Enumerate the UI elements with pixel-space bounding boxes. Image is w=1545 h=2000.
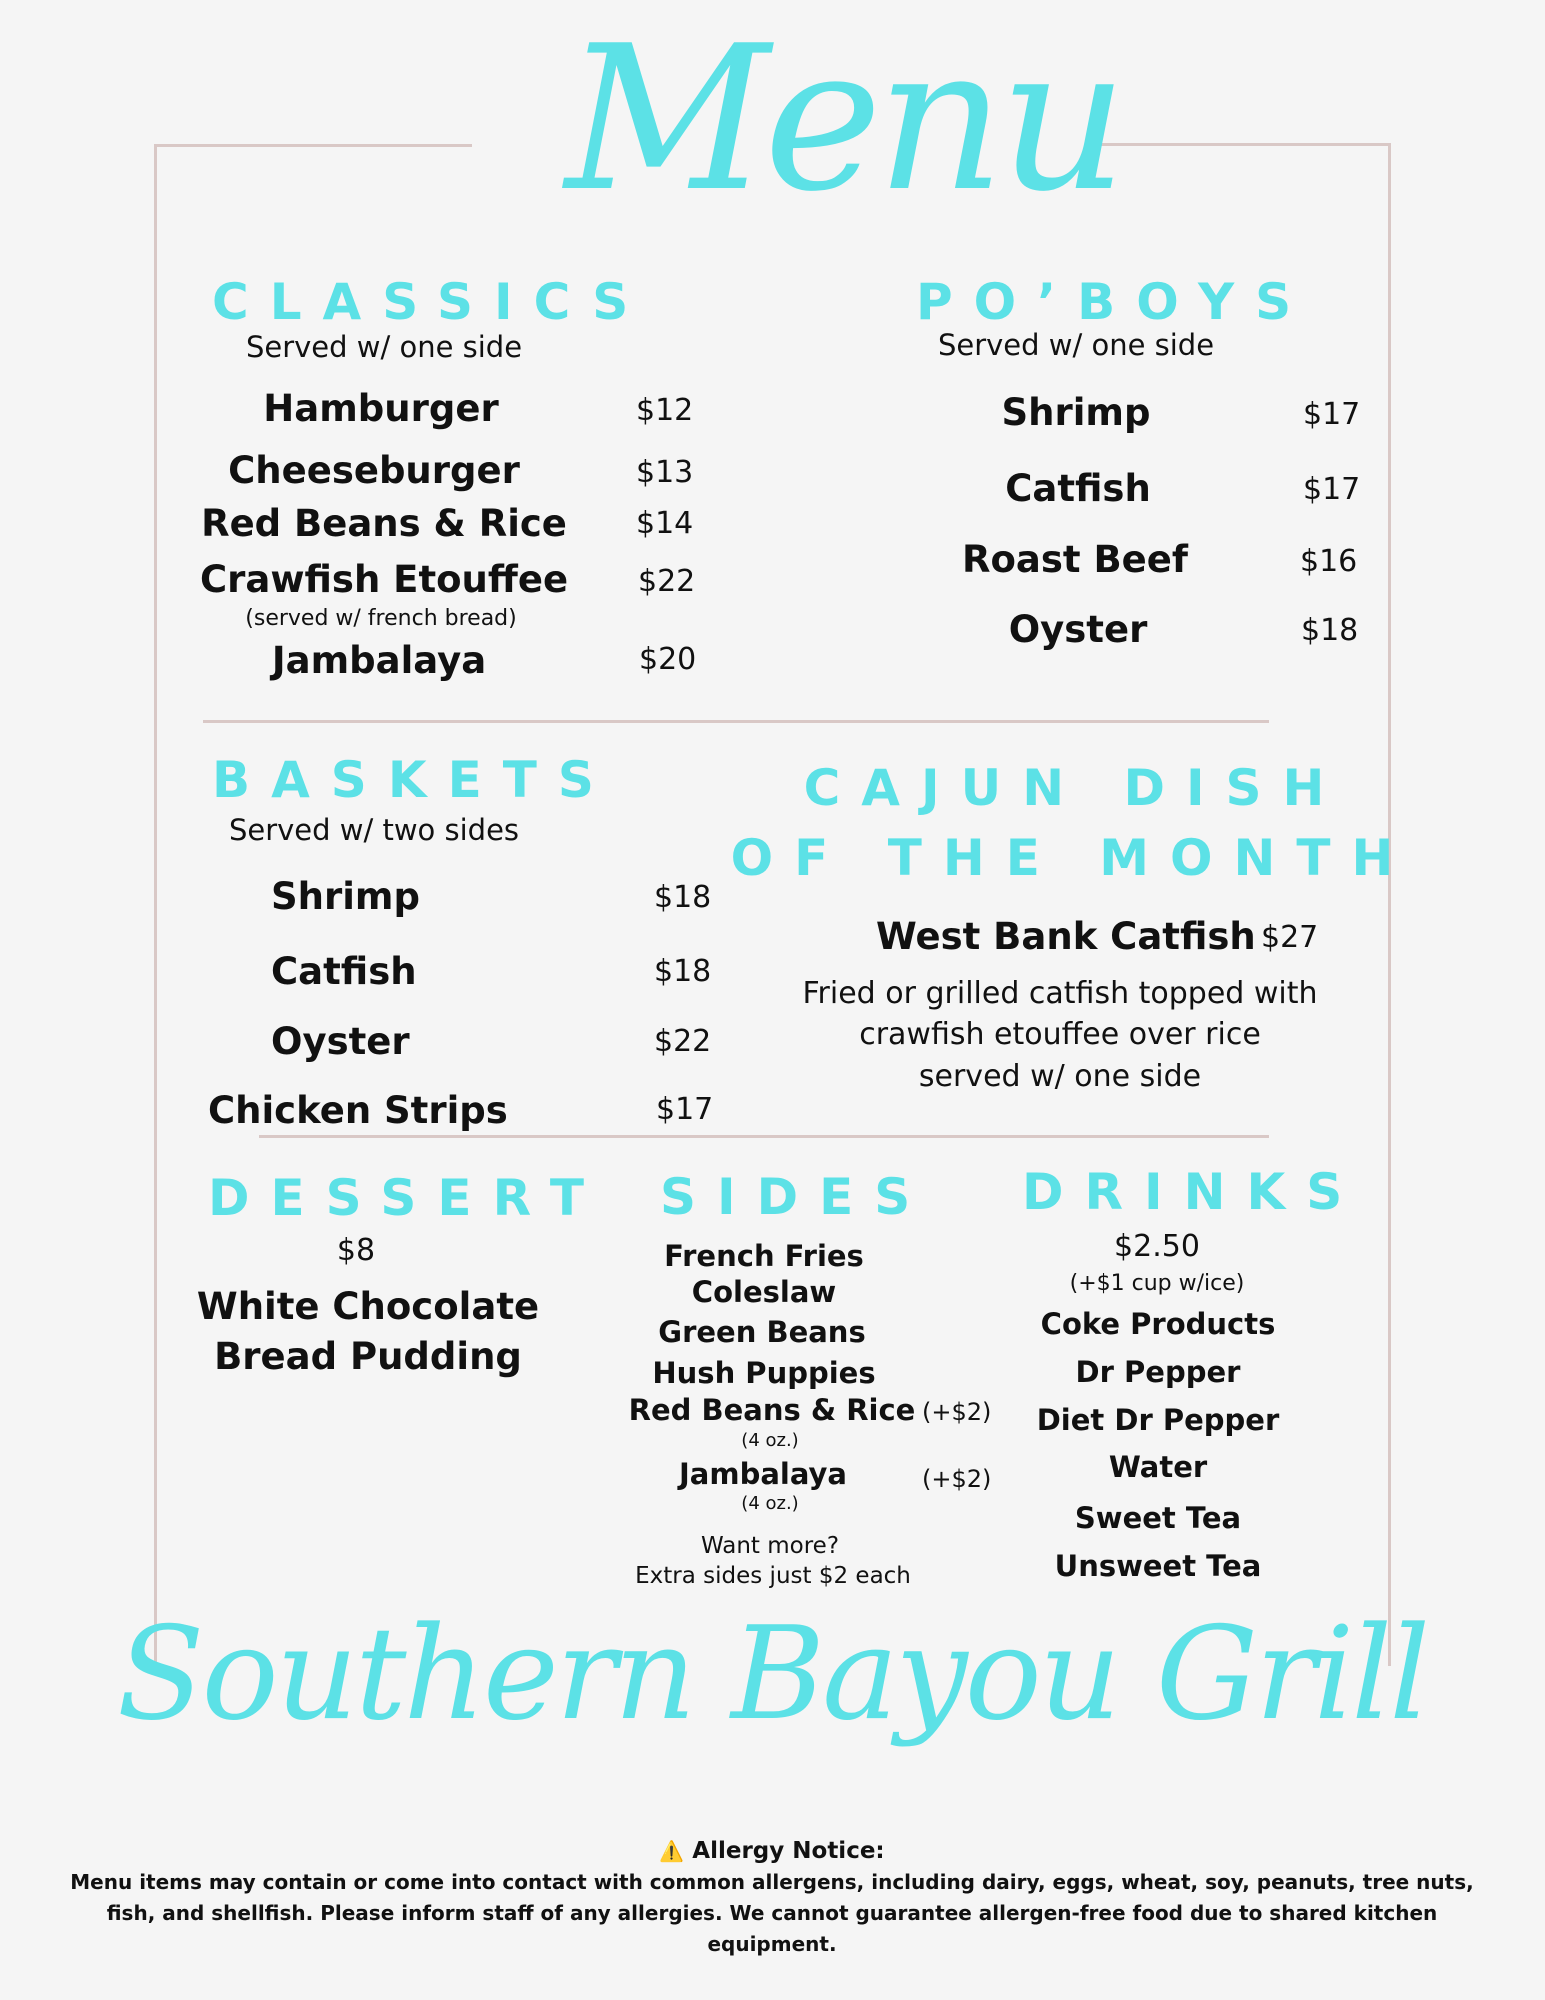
side-item: Hush Puppies bbox=[652, 1356, 876, 1390]
special-description: Fried or grilled catfish topped with bbox=[802, 976, 1318, 1011]
allergy-text: Menu items may contain or come into contact with common allergens, including dairy, eggs, wheat, soy, peanuts, tree nuts, bbox=[70, 1870, 1474, 1894]
poboys-item: Roast Beef bbox=[962, 538, 1188, 581]
menu-title: Menu bbox=[565, 3, 1122, 236]
classics-price: $14 bbox=[636, 506, 694, 541]
frame-top-right bbox=[1088, 143, 1391, 146]
side-upcharge: (+$2) bbox=[922, 1398, 992, 1426]
classics-price: $13 bbox=[636, 455, 694, 490]
dessert-price: $8 bbox=[336, 1233, 376, 1268]
drinks-ice-note: (+$1 cup w/ice) bbox=[1069, 1271, 1245, 1296]
side-item: Jambalaya bbox=[679, 1457, 847, 1491]
side-size-note: (4 oz.) bbox=[741, 1493, 799, 1514]
special-heading-line2: OF THE MONTH bbox=[730, 829, 1415, 887]
sides-heading: SIDES bbox=[660, 1168, 932, 1226]
classics-item: Hamburger bbox=[263, 387, 499, 430]
sides-more-text: Want more? bbox=[700, 1533, 840, 1559]
frame-top-left bbox=[154, 144, 472, 147]
classics-price: $22 bbox=[638, 564, 696, 599]
classics-item: Red Beans & Rice bbox=[201, 502, 567, 545]
drink-item: Dr Pepper bbox=[1075, 1355, 1241, 1389]
special-item-name: West Bank Catfish bbox=[876, 915, 1256, 958]
baskets-item: Oyster bbox=[271, 1020, 410, 1063]
baskets-item: Catfish bbox=[271, 950, 417, 993]
side-item: Red Beans & Rice bbox=[628, 1393, 916, 1427]
section-divider bbox=[259, 1135, 1269, 1138]
drink-item: Unsweet Tea bbox=[1054, 1549, 1262, 1583]
side-item: Green Beans bbox=[658, 1315, 866, 1349]
dessert-heading: DESSERT bbox=[208, 1169, 605, 1227]
classics-item: Cheeseburger bbox=[228, 449, 520, 492]
drink-item: Water bbox=[1108, 1450, 1208, 1484]
baskets-subtitle: Served w/ two sides bbox=[228, 813, 520, 847]
classics-subtitle: Served w/ one side bbox=[245, 330, 523, 364]
classics-price: $20 bbox=[639, 642, 697, 677]
poboys-price: $17 bbox=[1303, 472, 1361, 507]
classics-price: $12 bbox=[636, 393, 694, 428]
poboys-heading: PO’BOYS bbox=[916, 273, 1313, 331]
drink-item: Diet Dr Pepper bbox=[1036, 1403, 1280, 1437]
poboys-item: Shrimp bbox=[1001, 391, 1151, 434]
special-description: served w/ one side bbox=[918, 1059, 1202, 1094]
special-heading-line1: CAJUN DISH bbox=[803, 759, 1346, 817]
baskets-price: $22 bbox=[654, 1024, 712, 1059]
drink-item: Sweet Tea bbox=[1074, 1501, 1242, 1535]
baskets-price: $18 bbox=[654, 880, 712, 915]
baskets-price: $17 bbox=[656, 1092, 714, 1127]
drinks-price: $2.50 bbox=[1114, 1229, 1200, 1264]
frame-left bbox=[154, 144, 157, 1666]
classics-item: Crawfish Etouffee bbox=[199, 558, 569, 601]
warning-icon: ⚠️ bbox=[659, 1839, 685, 1863]
classics-item: Jambalaya bbox=[271, 639, 487, 682]
poboys-price: $17 bbox=[1303, 397, 1361, 432]
side-item: French Fries bbox=[664, 1239, 864, 1273]
poboys-item: Oyster bbox=[1008, 608, 1148, 651]
poboys-price: $16 bbox=[1300, 544, 1358, 579]
allergy-text: equipment. bbox=[707, 1932, 837, 1956]
poboys-price: $18 bbox=[1301, 613, 1359, 648]
drinks-heading: DRINKS bbox=[1022, 1163, 1364, 1221]
classics-item-note: (served w/ french bread) bbox=[245, 606, 517, 631]
restaurant-name: Southern Bayou Grill bbox=[116, 1600, 1428, 1749]
poboys-subtitle: Served w/ one side bbox=[937, 328, 1215, 362]
drink-item: Coke Products bbox=[1040, 1307, 1276, 1341]
allergy-title-row bbox=[659, 1840, 884, 1863]
section-divider bbox=[203, 720, 1269, 723]
side-upcharge: (+$2) bbox=[922, 1465, 992, 1493]
baskets-heading: BASKETS bbox=[212, 751, 615, 809]
baskets-item: Chicken Strips bbox=[208, 1089, 508, 1132]
side-size-note: (4 oz.) bbox=[741, 1430, 799, 1451]
classics-heading: CLASSICS bbox=[212, 273, 650, 331]
sides-more-text: Extra sides just $2 each bbox=[635, 1563, 911, 1589]
baskets-price: $18 bbox=[654, 954, 712, 989]
dessert-name: Bread Pudding bbox=[214, 1335, 522, 1378]
frame-right bbox=[1388, 143, 1391, 1666]
allergy-text: fish, and shellfish. Please inform staff of any allergies. We cannot guarantee allergen-free food due to shared kitchen bbox=[106, 1901, 1438, 1925]
dessert-name: White Chocolate bbox=[196, 1285, 540, 1328]
baskets-item: Shrimp bbox=[271, 875, 420, 918]
side-item: Coleslaw bbox=[691, 1275, 837, 1309]
special-description: crawfish etouffee over rice bbox=[859, 1017, 1261, 1052]
poboys-item: Catfish bbox=[1005, 467, 1151, 510]
allergy-title: Allergy Notice: bbox=[692, 1838, 885, 1864]
special-price: $27 bbox=[1261, 920, 1319, 955]
